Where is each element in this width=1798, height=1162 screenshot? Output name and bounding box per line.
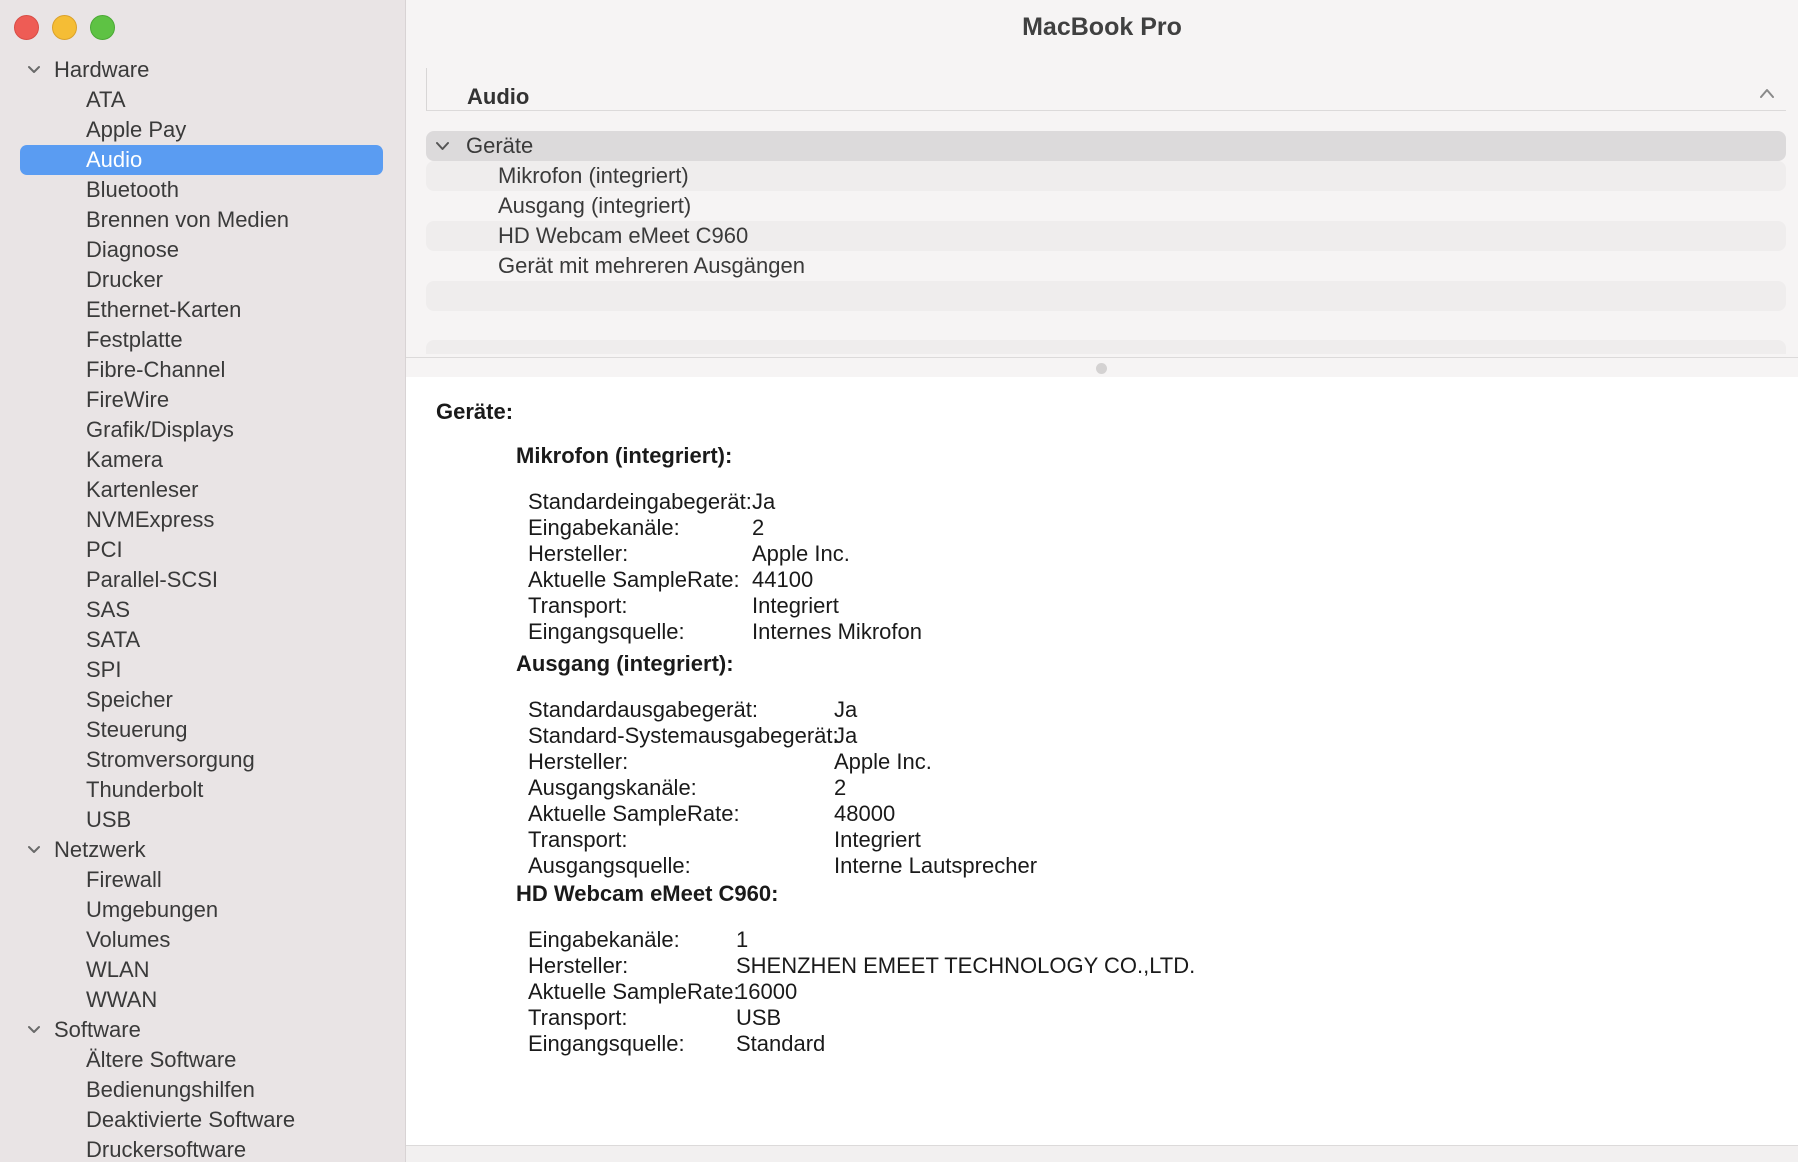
sidebar-item-label: Audio [86,147,143,172]
column-header-label: Audio [467,84,530,109]
property-key: Aktuelle SampleRate: [528,567,740,592]
group-row-label: Geräte [466,133,534,158]
property-value: 1 [736,927,749,952]
sidebar-item-label: Volumes [86,927,171,952]
sidebar-item-label: Stromversorgung [86,747,255,772]
empty-row [426,340,1786,354]
sidebar-item[interactable] [0,355,405,385]
sidebar-item-label: Festplatte [86,327,183,352]
property-value: USB [736,1005,782,1030]
device-outline-list [426,131,1786,354]
list-item-label: Mikrofon (integriert) [498,163,689,188]
property-key: Hersteller: [528,541,629,566]
sidebar-item[interactable] [0,1075,405,1105]
sidebar-item[interactable] [0,565,405,595]
sidebar-item-label: Kartenleser [86,477,199,502]
sidebar-item[interactable] [0,1045,405,1075]
sidebar-item[interactable] [0,475,405,505]
sidebar-item[interactable] [0,745,405,775]
sidebar-item[interactable] [0,445,405,475]
empty-row [426,281,1786,311]
list-item-label: Gerät mit mehreren Ausgängen [498,253,805,278]
sidebar-item-label: Diagnose [86,237,179,262]
sidebar-item[interactable] [0,115,405,145]
sidebar-item[interactable] [0,235,405,265]
sidebar-item-label: Drucker [86,267,164,292]
sidebar-item-label: Deaktivierte Software [86,1107,296,1132]
list-item[interactable] [426,191,1786,221]
sidebar-item[interactable] [0,595,405,625]
column-header[interactable] [426,68,1786,111]
device-title: Ausgang (integriert): [516,651,734,676]
zoom-window-button[interactable] [90,15,115,40]
property-key: Aktuelle SampleRate: [528,979,740,1004]
sidebar-item[interactable] [0,85,405,115]
sidebar-section-software[interactable] [0,1015,405,1045]
list-item[interactable] [426,251,1786,281]
property-key: Standardeingabegerät: [528,489,752,514]
sidebar-item-label: Kamera [86,447,164,472]
chevron-down-icon[interactable] [28,844,40,856]
property-key: Transport: [528,593,628,618]
property-key: Hersteller: [528,953,629,978]
sidebar-item[interactable] [0,775,405,805]
list-item-label: Ausgang (integriert) [498,193,692,218]
sidebar [0,0,406,1162]
split-view-divider[interactable] [406,357,1798,378]
property-value: Ja [834,723,858,748]
sidebar-item-label: Fibre-Channel [86,357,226,382]
property-value: 16000 [736,979,798,1004]
sidebar-item-label: Firewall [86,867,162,892]
property-key: Ausgangskanäle: [528,775,697,800]
main-pane [406,0,1798,1162]
property-value: Standard [736,1031,826,1056]
window-title: MacBook Pro [1022,13,1182,41]
sidebar-section-label: Software [54,1017,141,1042]
property-key: Ausgangsquelle: [528,853,691,878]
titlebar [406,0,1798,56]
sidebar-item-label: USB [86,807,132,832]
chevron-down-icon[interactable] [28,64,40,76]
sidebar-item[interactable] [0,925,405,955]
bottom-bar [406,1145,1798,1162]
sidebar-item-label: Parallel-SCSI [86,567,219,592]
sidebar-item-label: Thunderbolt [86,777,204,802]
sidebar-item-label: SPI [86,657,122,682]
sidebar-item-label: Bluetooth [86,177,179,202]
property-value: Integriert [834,827,921,852]
property-value: 48000 [834,801,896,826]
sidebar-item-label: Brennen von Medien [86,207,290,232]
property-key: Aktuelle SampleRate: [528,801,740,826]
divider-handle-icon[interactable] [1096,363,1107,374]
sidebar-item[interactable] [0,205,405,235]
property-key: Eingabekanäle: [528,515,680,540]
sidebar-item[interactable] [0,655,405,685]
sidebar-item-label: Speicher [86,687,173,712]
sidebar-item-label: NVMExpress [86,507,215,532]
sidebar-item-label: WLAN [86,957,150,982]
sidebar-item[interactable] [0,1135,405,1162]
sidebar-item[interactable] [0,385,405,415]
sidebar-item-label: Bedienungshilfen [86,1077,255,1102]
sidebar-item[interactable] [0,265,405,295]
sidebar-item[interactable] [0,895,405,925]
property-value: Interne Lautsprecher [834,853,1038,878]
property-key: Eingangsquelle: [528,619,685,644]
detail-pane [406,377,1798,1146]
sidebar-section-netzwerk[interactable] [0,835,405,865]
sidebar-item[interactable] [0,685,405,715]
sidebar-item[interactable] [0,955,405,985]
property-key: Hersteller: [528,749,629,774]
chevron-down-icon[interactable] [28,1024,40,1036]
sidebar-item-label: PCI [86,537,123,562]
property-key: Eingangsquelle: [528,1031,685,1056]
sidebar-item-label: Druckersoftware [86,1137,247,1162]
minimize-window-button[interactable] [52,15,77,40]
sidebar-item-label: Umgebungen [86,897,219,922]
sidebar-section-label: Hardware [54,57,150,82]
property-key: Standardausgabegerät: [528,697,758,722]
sidebar-item-label: Apple Pay [86,117,187,142]
property-key: Transport: [528,1005,628,1030]
property-value: Apple Inc. [834,749,932,774]
sidebar-item-label: Steuerung [86,717,188,742]
sidebar-item[interactable] [0,625,405,655]
property-value: Ja [834,697,858,722]
chevron-down-icon[interactable] [436,140,449,152]
property-value: Internes Mikrofon [752,619,922,644]
sidebar-item[interactable] [0,325,405,355]
sidebar-item[interactable] [0,175,405,205]
list-item[interactable] [426,161,1786,191]
property-key: Eingabekanäle: [528,927,680,952]
property-value: Integriert [752,593,839,618]
detail-heading: Geräte: [436,399,514,424]
sidebar-item-label: WWAN [86,987,158,1012]
sidebar-item-label: FireWire [86,387,170,412]
property-value: 44100 [752,567,814,592]
property-key: Transport: [528,827,628,852]
property-value: Apple Inc. [752,541,850,566]
property-value: Ja [752,489,776,514]
sidebar-item-label: ATA [86,87,126,112]
sidebar-item-label: Ethernet-Karten [86,297,242,322]
device-title: Mikrofon (integriert): [516,443,733,468]
sidebar-section-hardware[interactable] [0,55,405,85]
sidebar-item[interactable] [0,715,405,745]
sidebar-item-label: Ältere Software [86,1047,237,1072]
device-title: HD Webcam eMeet C960: [516,881,779,906]
sidebar-item[interactable] [0,805,405,835]
property-value: SHENZHEN EMEET TECHNOLOGY CO.,LTD. [736,953,1196,978]
sidebar-section-label: Netzwerk [54,837,146,862]
property-value: 2 [752,515,765,540]
property-key: Standard-Systemausgabegerät: [528,723,839,748]
list-item-label: HD Webcam eMeet C960 [498,223,749,248]
property-value: 2 [834,775,847,800]
sidebar-item[interactable] [0,535,405,565]
group-row-devices[interactable] [426,131,1786,161]
sidebar-item-label: SATA [86,627,141,652]
sidebar-item[interactable] [0,985,405,1015]
sidebar-item[interactable] [0,505,405,535]
sidebar-item-label: Grafik/Displays [86,417,234,442]
device-list-pane [406,56,1798,358]
sort-ascending-icon [1760,88,1774,98]
sidebar-item[interactable] [20,145,383,175]
list-item[interactable] [426,221,1786,251]
sidebar-item[interactable] [0,295,405,325]
sidebar-item[interactable] [0,865,405,895]
window-controls [14,15,115,40]
sidebar-item-label: SAS [86,597,131,622]
sidebar-tree [0,55,405,1162]
sidebar-item[interactable] [0,415,405,445]
sidebar-item[interactable] [0,1105,405,1135]
close-window-button[interactable] [14,15,39,40]
